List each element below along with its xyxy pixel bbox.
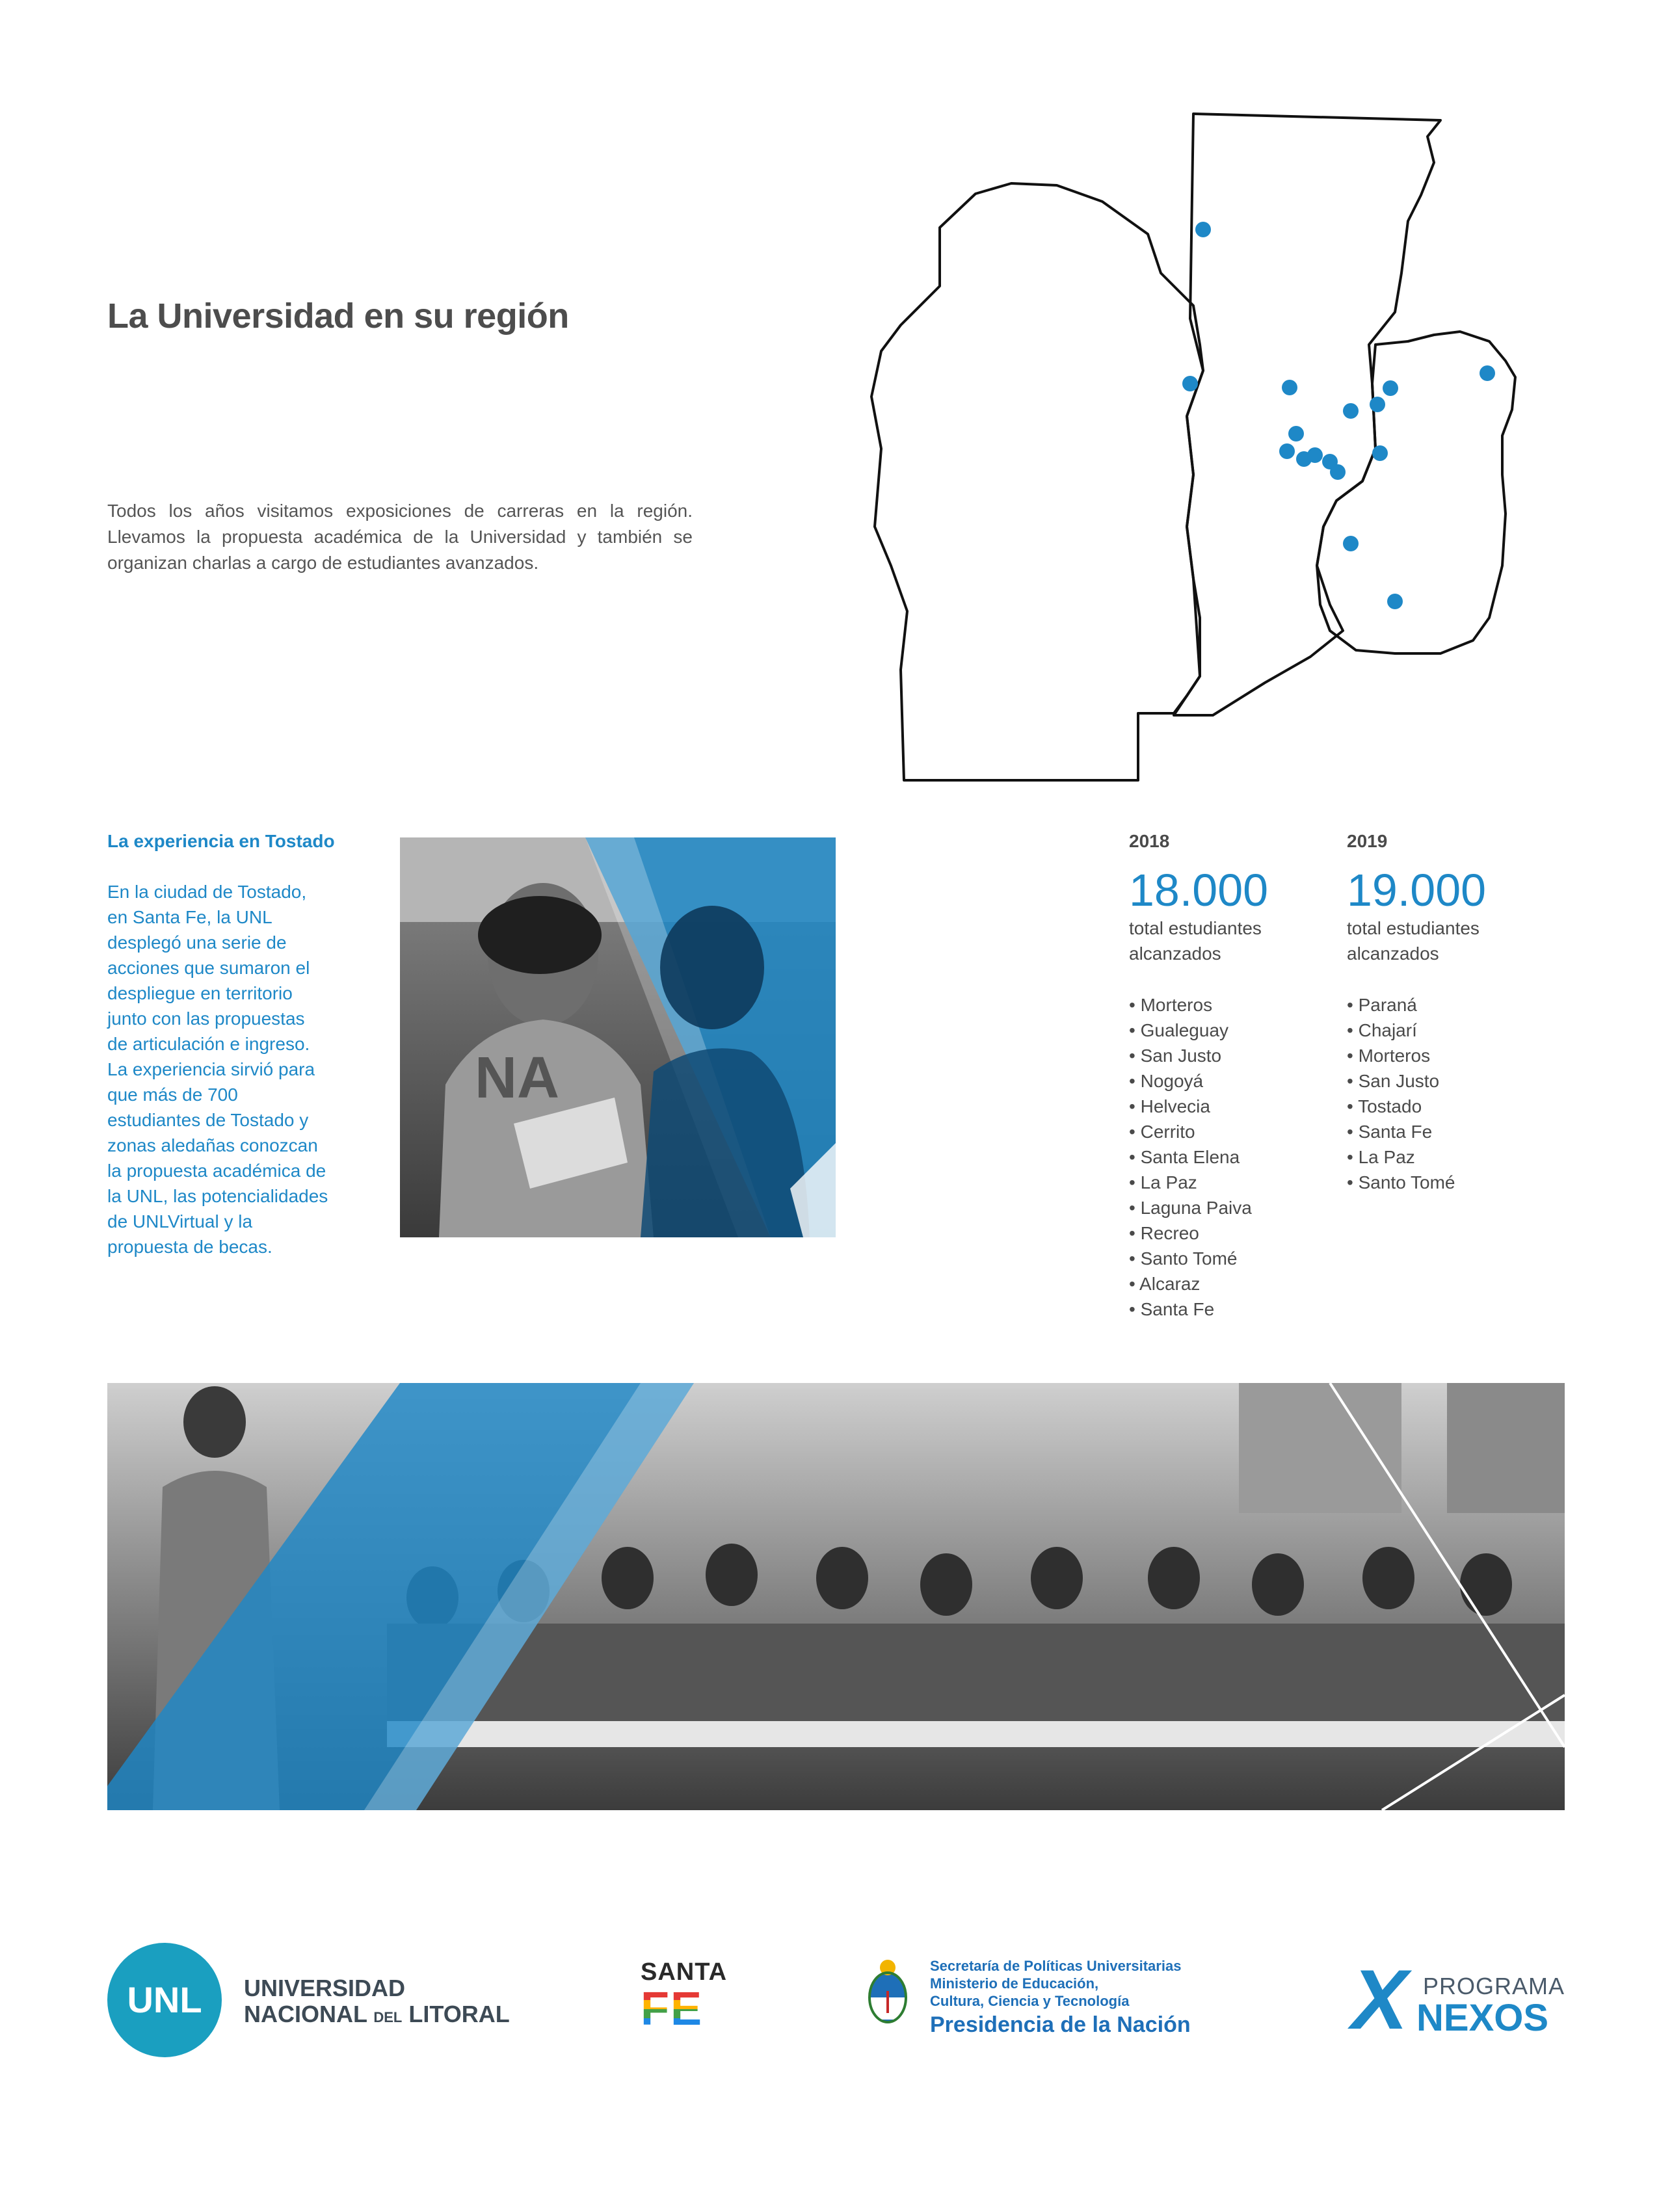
gov-line1: Secretaría de Políticas Universitarias <box>930 1958 1182 1974</box>
map-province-santafe <box>1174 114 1440 715</box>
map-dot <box>1383 380 1398 396</box>
santafe-top: SANTA <box>641 1958 728 1986</box>
intro-paragraph: Todos los años visitamos exposiciones de carreras en la región. Llevamos la propuesta académica de la Universidad y también se organizan charlas a cargo de estudiantes avanzados. <box>107 501 693 573</box>
map-dot <box>1387 594 1403 609</box>
stat-label: total estudiantes alcanzados <box>1129 918 1262 964</box>
unl-line2-c: LITORAL <box>408 2001 510 2027</box>
tostado-body: En la ciudad de Tostado, en Santa Fe, la UNL desplegó una serie de acciones que sumaron el despliegue en territorio junto con las propuestas de articulación e ingreso. La experiencia sirvió para que más de 700 estudiantes de Tostado y zonas aledañas conozcan la propuesta académica de la UNL, las potencialidades de UNLVirtual y la propuesta de becas. <box>107 882 328 1257</box>
unl-name <box>244 1975 510 2031</box>
argentina-emblem-icon <box>865 1957 910 2035</box>
tostado-title: La experiencia en Tostado <box>107 831 335 851</box>
map-dot <box>1182 376 1198 391</box>
list-item: • Paraná <box>1347 992 1542 1018</box>
list-item: • Recreo <box>1129 1220 1324 1246</box>
map-dot <box>1480 365 1495 381</box>
map-dots <box>1182 222 1495 609</box>
nexos-top: PROGRAMA <box>1423 1973 1565 1999</box>
list-item: • Morteros <box>1129 992 1324 1018</box>
list-item: • Cerrito <box>1129 1119 1324 1144</box>
list-item: • Tostado <box>1347 1094 1542 1119</box>
nexos-logo <box>1351 1952 1565 2055</box>
list-item: • Santo Tomé <box>1129 1246 1324 1271</box>
map-dot <box>1343 536 1359 551</box>
nexos-bottom: NEXOS <box>1416 1997 1549 2039</box>
stat-value: 18.000 <box>1129 865 1269 915</box>
santafe-logo <box>641 1958 732 2035</box>
nexos-x-icon: X <box>1351 1952 1408 2047</box>
santafe-bottom: FE <box>641 1986 732 2032</box>
list-item: • Gualeguay <box>1129 1018 1324 1043</box>
list-item: • La Paz <box>1129 1170 1324 1195</box>
list-item: • Chajarí <box>1347 1018 1542 1043</box>
list-item: • Alcaraz <box>1129 1271 1324 1297</box>
unl-line2-b: DEL <box>373 2009 403 2025</box>
map-dot <box>1330 464 1346 480</box>
map-dot <box>1307 447 1323 463</box>
map-dot <box>1288 426 1304 441</box>
stat-value: 19.000 <box>1347 865 1487 915</box>
svg-text:NA: NA <box>475 1046 559 1111</box>
list-item: • Helvecia <box>1129 1094 1324 1119</box>
list-item: • Santa Fe <box>1347 1119 1542 1144</box>
list-item: • San Justo <box>1347 1068 1542 1094</box>
tostado-photo <box>400 837 836 1237</box>
list-item: • Santo Tomé <box>1347 1170 1542 1195</box>
city-list <box>1347 992 1542 1195</box>
stat-year: 2018 <box>1129 831 1170 851</box>
list-item: • Laguna Paiva <box>1129 1195 1324 1220</box>
list-item: • Santa Elena <box>1129 1144 1324 1170</box>
page-title: La Universidad en su región <box>107 296 569 336</box>
auditorium-photo <box>107 1383 1565 1810</box>
gov-line2: Ministerio de Educación, <box>930 1975 1099 1992</box>
gov-line3: Cultura, Ciencia y Tecnología <box>930 1993 1130 2009</box>
list-item: • Nogoyá <box>1129 1068 1324 1094</box>
unl-line2-a: NACIONAL <box>244 2001 367 2027</box>
region-map <box>862 111 1528 787</box>
map-province-cordoba <box>871 183 1203 780</box>
unl-line1: UNIVERSIDAD <box>244 1975 406 2001</box>
map-dot <box>1195 222 1211 237</box>
map-dot <box>1343 403 1359 419</box>
map-dot <box>1370 397 1385 412</box>
unl-line2 <box>244 2001 510 2031</box>
list-item: • Santa Fe <box>1129 1297 1324 1322</box>
footer-logos <box>0 1938 1659 2061</box>
city-list <box>1129 992 1324 1322</box>
map-dot <box>1282 380 1297 395</box>
map-dot <box>1279 443 1295 459</box>
map-dot <box>1372 445 1388 461</box>
gov-line4: Presidencia de la Nación <box>930 2012 1191 2037</box>
stat-year: 2019 <box>1347 831 1388 851</box>
list-item: • San Justo <box>1129 1043 1324 1068</box>
unl-logo: UNL <box>107 1943 222 2057</box>
stats-2018 <box>1129 831 1324 1322</box>
stat-label: total estudiantes alcanzados <box>1347 918 1480 964</box>
list-item: • La Paz <box>1347 1144 1542 1170</box>
stats-2019 <box>1347 831 1542 1195</box>
government-text <box>930 1957 1191 2040</box>
list-item: • Morteros <box>1347 1043 1542 1068</box>
